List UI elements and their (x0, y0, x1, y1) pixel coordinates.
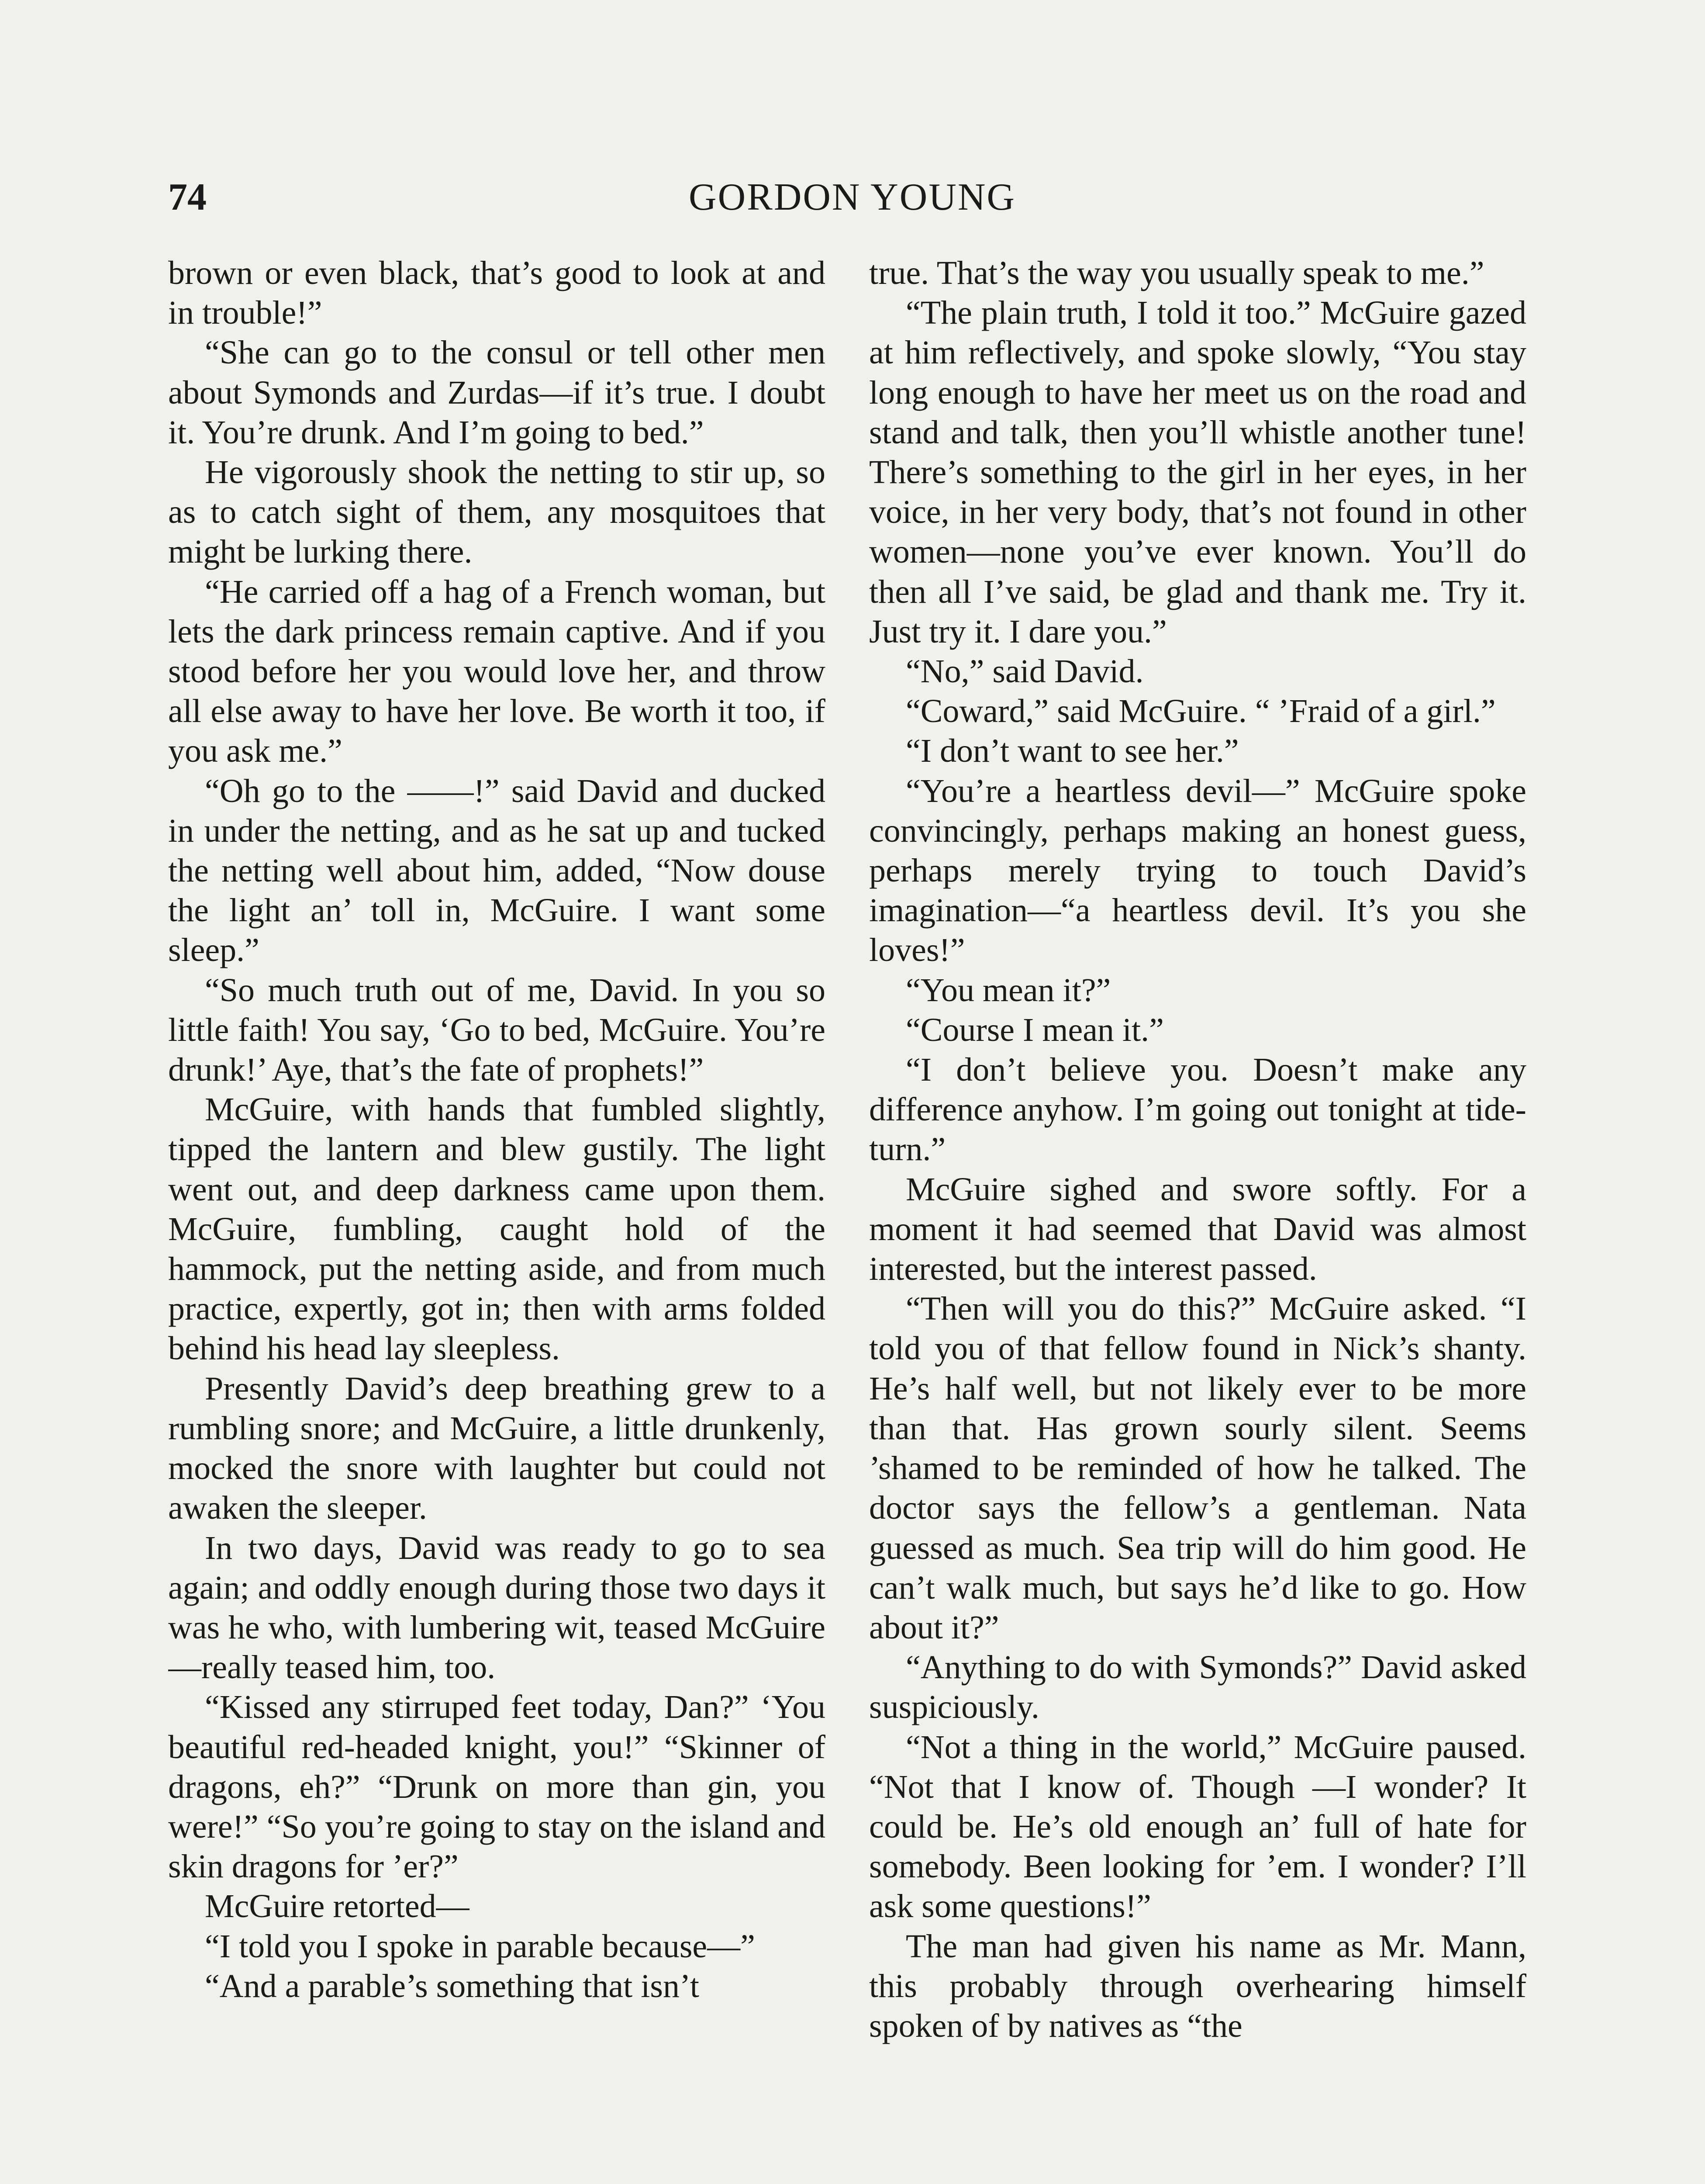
paragraph: “She can go to the consul or tell other men about Symonds and Zurdas—if it’s true. I doubt it. You’re drunk. And I’m going to bed.” (168, 334, 825, 451)
page-header (168, 171, 1536, 224)
right-column (869, 253, 1526, 2184)
paragraph: “Then will you do this?” McGuire asked. “I told you of that fellow found in Nick’s shanty. He’s half well, but not likely ever to be more than that. Has grown sourly silent. Seems ’shamed to be reminded of how he talked. The doctor says the fellow’s a gentleman. Nata guessed as much. Sea trip will do him good. He can’t walk much, but says he’d like to go. How about it?” (869, 1290, 1526, 1646)
paragraph: “Oh go to the ——!” said David and ducked in under the netting, and as he sat up and tucked the netting well about him, added, “Now douse the light an’ toll in, McGuire. I want some sleep.” (168, 772, 825, 969)
paragraph: McGuire retorted— (205, 1888, 469, 1925)
paragraph: “Anything to do with Symonds?” David asked suspiciously. (869, 1649, 1526, 1726)
page-number: 74 (168, 176, 207, 218)
paragraph: “So much truth out of me, David. In you so little faith! You say, ‘Go to bed, McGuire. You’re drunk!’ Aye, that’s the fate of prophets!” (168, 971, 825, 1089)
paragraph: “I told you I spoke in parable because—” (205, 1928, 755, 1965)
paragraph: “Kissed any stirruped feet today, Dan?” ‘You beautiful red-headed knight, you!” “Skinner of dragons, eh?” “Drunk on more than gin, you were!” “So you’re going to stay on the island and skin dragons for ’er?” (168, 1689, 825, 1885)
paragraph: “Course I mean it.” (906, 1011, 1164, 1048)
paragraph: Presently David’s deep breathing grew to a rumbling snore; and McGuire, a little drunkenly, mocked the snore with laughter but could not awaken the sleeper. (168, 1370, 825, 1527)
paragraph: “I don’t want to see her.” (906, 733, 1239, 770)
paragraph: McGuire sighed and swore softly. For a moment it had seemed that David was almost interested, but the interest passed. (869, 1171, 1526, 1288)
paragraph: “You’re a heartless devil—” McGuire spoke convincingly, perhaps making an honest guess, perhaps merely trying to touch David’s imagination—“a heartless devil. It’s you she loves!” (869, 772, 1526, 969)
paragraph: “Not a thing in the world,” McGuire paused. “Not that I know of. Though —I wonder? It could be. He’s old enough an’ full of hate for somebody. Been looking for ’em. I wonder? I’ll ask some questions!” (869, 1728, 1526, 1925)
running-head: GORDON YOUNG (689, 176, 1016, 218)
paragraph: The man had given his name as Mr. Mann, this probably through overhearing himself spoken of by natives as “the (869, 1928, 1526, 2044)
paragraph: “He carried off a hag of a French woman, but lets the dark princess remain captive. And if you stood before her you would love her, and throw all else away to have her love. Be worth it too, if you ask me.” (168, 573, 825, 770)
paragraph: He vigorously shook the netting to stir up, so as to catch sight of them, any mosquitoes that might be lurking there. (168, 454, 825, 570)
paragraph: “No,” said David. (906, 653, 1144, 690)
paragraph: “And a parable’s something that isn’t (205, 1967, 700, 2004)
paragraph: “I don’t believe you. Doesn’t make any difference anyhow. I’m going out tonight at tide-turn.” (869, 1051, 1526, 1168)
paragraph: “The plain truth, I told it too.” McGuire gazed at him reflectively, and spoke slowly, “You stay long enough to have her meet us on the road and stand and talk, then you’ll whistle another tune! There’s something to the girl in her eyes, in her voice, in her very body, that’s not found in other women—none you’ve ever known. You’ll do then all I’ve said, be glad and thank me. Try it. Just try it. I dare you.” (869, 294, 1526, 650)
paragraph: true. That’s the way you usually speak to me.” (869, 255, 1484, 291)
paragraph: brown or even black, that’s good to look at and in trouble!” (168, 255, 825, 332)
left-column (168, 253, 825, 2184)
paragraph: In two days, David was ready to go to sea again; and oddly enough during those two days it was he who, with lumbering wit, teased McGuire—really teased him, too. (168, 1529, 825, 1686)
paragraph: “Coward,” said McGuire. “ ’Fraid of a girl.” (906, 693, 1496, 730)
paragraph: “You mean it?” (906, 971, 1111, 1009)
paragraph: McGuire, with hands that fumbled slightly, tipped the lantern and blew gustily. The light went out, and deep darkness came upon them. McGuire, fumbling, caught hold of the hammock, put the netting aside, and from much practice, expertly, got in; then with arms folded behind his head lay sleepless. (168, 1091, 825, 1367)
